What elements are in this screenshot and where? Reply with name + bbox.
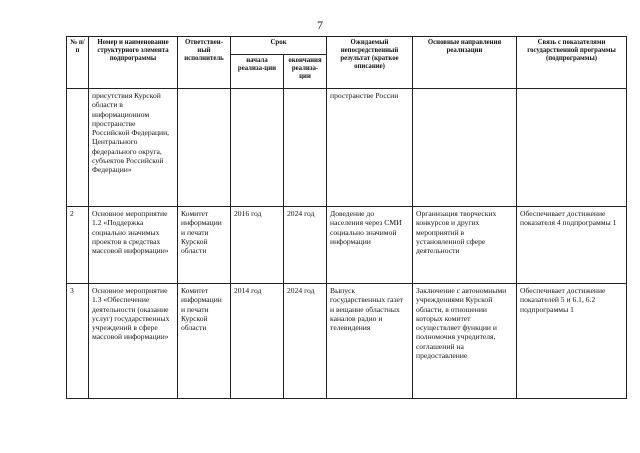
header-executor: Ответствен-ный исполнитель	[178, 37, 231, 89]
table-header-row	[67, 37, 627, 55]
row-executor: Комитет информации и печати Курской области	[178, 207, 231, 284]
row-end: 2024 год	[284, 207, 327, 284]
header-name: Номер и наименование структурного элемента подпрограммы	[89, 37, 178, 89]
row-name: присутствия Курской области в информационном пространстве Российской Федерации, Центрального федерального округа, субъектов Российской Федерации»	[89, 89, 178, 207]
row-start: 2014 год	[231, 284, 284, 399]
header-link: Связь с показателями государственной программы (подпрограммы)	[517, 37, 627, 89]
header-directions: Основные направления реализации	[413, 37, 517, 89]
row-directions: Заключение с автономными учреждениями Курской области, в отношении которых комитет осуществляет функции и полномочия учредителя, соглашений на предоставление	[413, 284, 517, 399]
row-end: 2024 год	[284, 284, 327, 399]
row-start	[231, 89, 284, 207]
row-num: 3	[67, 284, 89, 399]
row-link: Обеспечивает достижение показателя 4 подпрограммы 1	[517, 207, 627, 284]
row-directions	[413, 89, 517, 207]
row-link	[517, 89, 627, 207]
row-end	[284, 89, 327, 207]
header-term: Срок	[231, 37, 327, 55]
table-row	[67, 89, 627, 207]
row-link: Обеспечивает достижение показателей 5 и 6.1, 6.2 подпрограммы 1	[517, 284, 627, 399]
row-num: 2	[67, 207, 89, 284]
row-name: Основное мероприятие 1.3 «Обеспечение деятельности (оказание услуг) государственных учреждений в сфере массовой информации»	[89, 284, 178, 399]
header-result: Ожидаемый непосредственный результат (краткое описание)	[327, 37, 413, 89]
table-row	[67, 207, 627, 284]
row-executor: Комитет информации и печати Курской области	[178, 284, 231, 399]
header-term-start: начала реализа-ции	[231, 55, 284, 89]
header-term-end: окончания реализа-ции	[284, 55, 327, 89]
row-result: пространстве России	[327, 89, 413, 207]
page-number: 7	[317, 18, 323, 32]
row-directions: Организация творческих конкурсов и других мероприятий в установленной сфере деятельности	[413, 207, 517, 284]
header-num: № п/п	[67, 37, 89, 89]
row-name: Основное мероприятие 1.2 «Поддержка социально значимых проектов в средствах массовой информации»	[89, 207, 178, 284]
row-result: Выпуск государственных газет и вещание областных каналов радио и телевидения	[327, 284, 413, 399]
table-row	[67, 284, 627, 399]
program-table	[66, 36, 627, 399]
row-num	[67, 89, 89, 207]
row-result: Доведение до населения через СМИ социально значимой информации	[327, 207, 413, 284]
row-start: 2016 год	[231, 207, 284, 284]
row-executor	[178, 89, 231, 207]
